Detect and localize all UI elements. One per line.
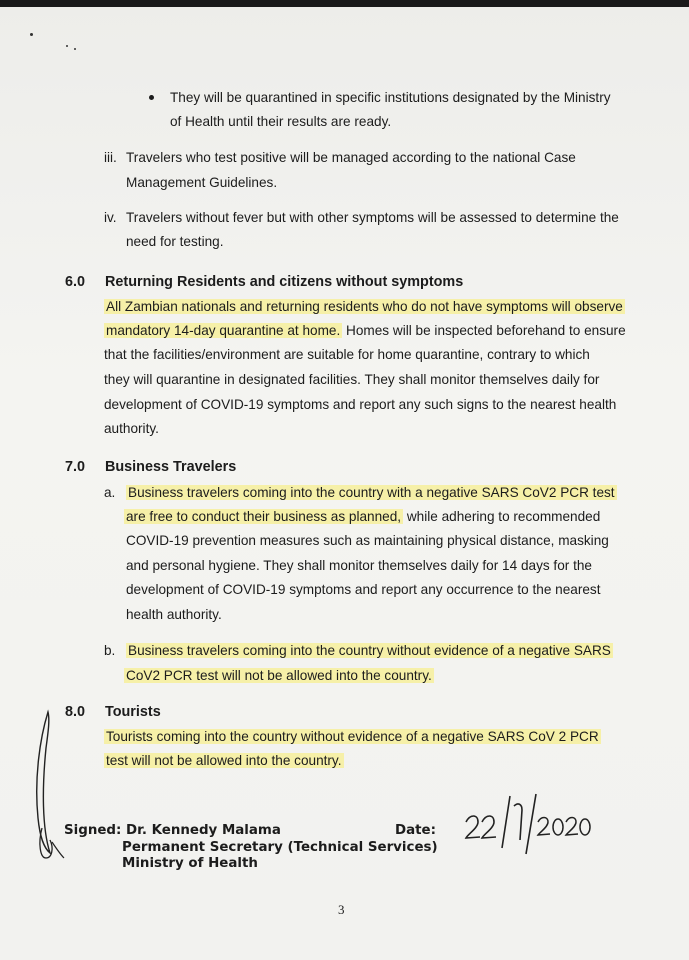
highlighted-text: test will not be allowed into the country.	[106, 753, 342, 768]
paragraph-line	[104, 725, 601, 750]
paragraph-line	[124, 505, 600, 530]
list-marker: a.	[104, 485, 116, 500]
list-item-line: Travelers without fever but with other symptoms will be assessed to determine the	[126, 210, 619, 225]
list-item-line: Travelers who test positive will be managed according to the national Case	[126, 150, 576, 165]
paragraph-line	[124, 664, 434, 689]
list-marker: iii.	[104, 150, 117, 165]
paragraph-line	[104, 295, 625, 320]
section-title: Business Travelers	[105, 459, 237, 475]
signatory-title: Permanent Secretary (Technical Services)	[122, 840, 438, 855]
date-label: Date:	[395, 823, 436, 838]
paragraph-line	[126, 481, 617, 506]
list-item-line: need for testing.	[126, 234, 224, 249]
list-marker: iv.	[104, 210, 117, 225]
section-number: 7.0	[65, 459, 86, 475]
paragraph-line: development of COVID-19 symptoms and report any such signs to the nearest health	[104, 397, 617, 412]
list-marker: b.	[104, 643, 116, 658]
section-number: 8.0	[65, 704, 86, 720]
paragraph-line: they will quarantine in designated facilities. They shall monitor themselves daily for	[104, 372, 600, 387]
highlighted-text: CoV2 PCR test will not be allowed into the country.	[126, 668, 432, 683]
handwritten-signature-mark	[28, 708, 72, 868]
list-item-line: Management Guidelines.	[126, 175, 278, 190]
bullet-text-line: of Health until their results are ready.	[170, 114, 392, 129]
scan-speck	[66, 45, 68, 47]
highlighted-text: are free to conduct their business as planned,	[126, 509, 402, 524]
handwritten-date	[462, 792, 594, 862]
signed-by: Signed: Dr. Kennedy Malama	[64, 823, 281, 838]
paragraph-line: health authority.	[126, 607, 222, 622]
bullet-text-line: They will be quarantined in specific institutions designated by the Ministry	[170, 90, 611, 105]
bullet-dot	[149, 95, 154, 100]
highlighted-text: All Zambian nationals and returning residents who do not have symptoms will observe	[106, 299, 623, 314]
section-title: Tourists	[105, 704, 161, 720]
scan-speck	[74, 48, 76, 50]
paragraph-line: and personal hygiene. They shall monitor themselves daily for 14 days for the	[126, 558, 592, 573]
paragraph-line	[104, 319, 626, 344]
paragraph-line: development of COVID-19 symptoms and report any occurrence to the nearest	[126, 582, 601, 597]
paragraph-line	[126, 639, 613, 664]
paragraph-line: COVID-19 prevention measures such as maintaining physical distance, masking	[126, 533, 609, 548]
paragraph-line	[104, 749, 344, 774]
scan-speck	[30, 33, 33, 36]
section-number: 6.0	[65, 274, 86, 290]
signatory-ministry: Ministry of Health	[122, 856, 258, 871]
scan-top-edge	[0, 0, 689, 7]
highlighted-text: Business travelers coming into the country with a negative SARS CoV2 PCR test	[128, 485, 615, 500]
paragraph-line: authority.	[104, 421, 159, 436]
plain-text: while adhering to recommended	[403, 509, 601, 524]
section-title: Returning Residents and citizens without symptoms	[105, 274, 464, 290]
highlighted-text: mandatory 14-day quarantine at home.	[106, 323, 341, 338]
highlighted-text: Tourists coming into the country without evidence of a negative SARS CoV 2 PCR	[106, 729, 599, 744]
paragraph-line: that the facilities/environment are suitable for home quarantine, contrary to which	[104, 347, 590, 362]
plain-text: Homes will be inspected beforehand to ensure	[342, 323, 626, 338]
highlighted-text: Business travelers coming into the country without evidence of a negative SARS	[128, 643, 611, 658]
page-number: 3	[338, 902, 345, 917]
